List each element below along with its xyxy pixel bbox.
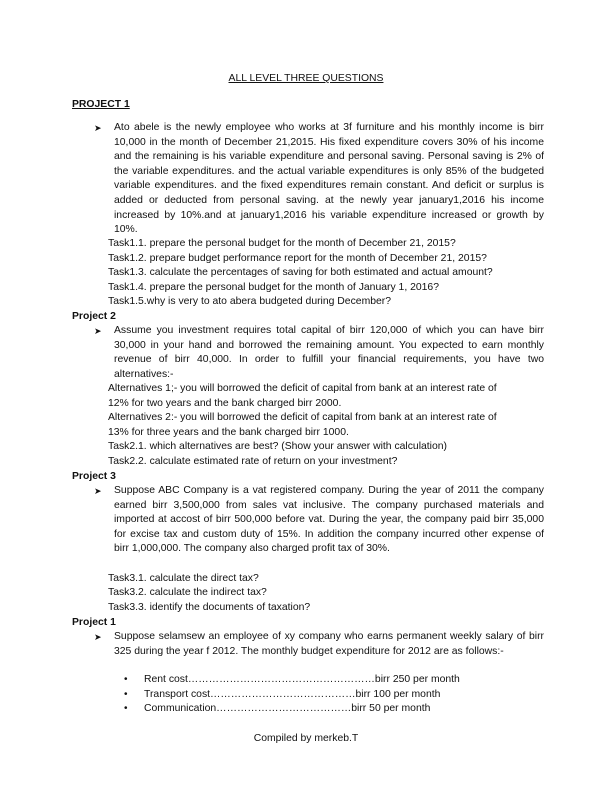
task-2-2: Task2.2. calculate estimated rate of return on your investment? xyxy=(108,456,398,467)
task-1-4: Task1.4. prepare the personal budget for the month of January 1, 2016? xyxy=(108,282,439,293)
bullet-dot-icon: • xyxy=(124,689,128,700)
project-3-text: Suppose ABC Company is a vat registered company. During the year of 2011 the company earned birr 3,500,000 from sales vat inclusive. The company purchased materials and imported at accost of birr 500,000 before vat. During the year, the company paid birr 35,000 for excise tax and custom duty of 15%. In addition the company incurred other expense of birr 1,000,000. The company also charged profit tax of 30%. xyxy=(114,485,544,555)
arrow-bullet-icon: ➤ xyxy=(94,123,102,133)
project-2-heading: Project 2 xyxy=(72,311,116,322)
task-1-1: Task1.1. prepare the personal budget for the month of December 21, 2015? xyxy=(108,238,456,249)
bullet-dot-icon: • xyxy=(124,703,128,714)
project-3-heading: Project 3 xyxy=(72,471,116,482)
alternative-1-line-1: Alternatives 1;- you will borrowed the deficit of capital from bank at an interest rate of xyxy=(108,383,497,394)
task-3-1: Task3.1. calculate the direct tax? xyxy=(108,573,259,584)
project-2-text: Assume you investment requires total capital of birr 120,000 of which you can have birr 30,000 in your hand and borrowed the remaining amount. You expected to earn monthly revenue of birr 40,000. In order to fulfill your financial requirements, you have two alternatives:- xyxy=(114,325,544,380)
arrow-bullet-icon: ➤ xyxy=(94,632,102,642)
alternative-2-line-1: Alternatives 2:- you will borrowed the deficit of capital from bank at an interest rate of xyxy=(108,412,497,423)
task-1-5: Task1.5.why is very to ato abera budgeted during December? xyxy=(108,296,392,307)
task-1-2: Task1.2. prepare budget performance report for the month of December 21, 2015? xyxy=(108,253,487,264)
arrow-bullet-icon: ➤ xyxy=(94,326,102,336)
task-2-1: Task2.1. which alternatives are best? (Show your answer with calculation) xyxy=(108,441,448,452)
task-3-2: Task3.2. calculate the indirect tax? xyxy=(108,587,267,598)
transport-cost-item: Transport cost……………………………………birr 100 per month xyxy=(144,689,441,700)
rent-cost-item: Rent cost………………………………………………birr 250 per month xyxy=(144,674,460,685)
project-4-heading: Project 1 xyxy=(72,617,116,628)
arrow-bullet-icon: ➤ xyxy=(94,486,102,496)
page-title: ALL LEVEL THREE QUESTIONS xyxy=(228,73,384,84)
communication-item: Communication…………………………………birr 50 per month xyxy=(144,703,431,714)
task-3-3: Task3.3. identify the documents of taxation? xyxy=(108,602,311,613)
footer-compiled-by: Compiled by merkeb.T xyxy=(253,733,359,744)
project-1-heading: PROJECT 1 xyxy=(72,99,130,110)
project-4-text: Suppose selamsew an employee of xy company who earns permanent weekly salary of birr 325 during the year f 2012. The monthly budget expenditure for 2012 are as follows:- xyxy=(114,631,544,657)
alternative-2-line-2: 13% for three years and the bank charged birr 1000. xyxy=(108,427,349,438)
alternative-1-line-2: 12% for two years and the bank charged birr 2000. xyxy=(108,398,342,409)
task-1-3: Task1.3. calculate the percentages of saving for both estimated and actual amount? xyxy=(108,267,493,278)
project-1-text: Ato abele is the newly employee who works at 3f furniture and his monthly income is birr 10,000 in the month of December 21,2015. His fixed expenditure covers 30% of his income and the remaining is his variable expenditure and personal saving. Personal saving is 2% of the variable expenditures. and the actual variable expenditures is only 85% of the budgeted variable expenditures. and the fixed expenditures remain constant. And deficit or surplus is added or deducted from personal saving. at the newly year january1,2016 his income increased by 10%.and at january1,2016 his variable expenditure increased or growth by 10%. xyxy=(114,122,544,236)
bullet-dot-icon: • xyxy=(124,674,128,685)
